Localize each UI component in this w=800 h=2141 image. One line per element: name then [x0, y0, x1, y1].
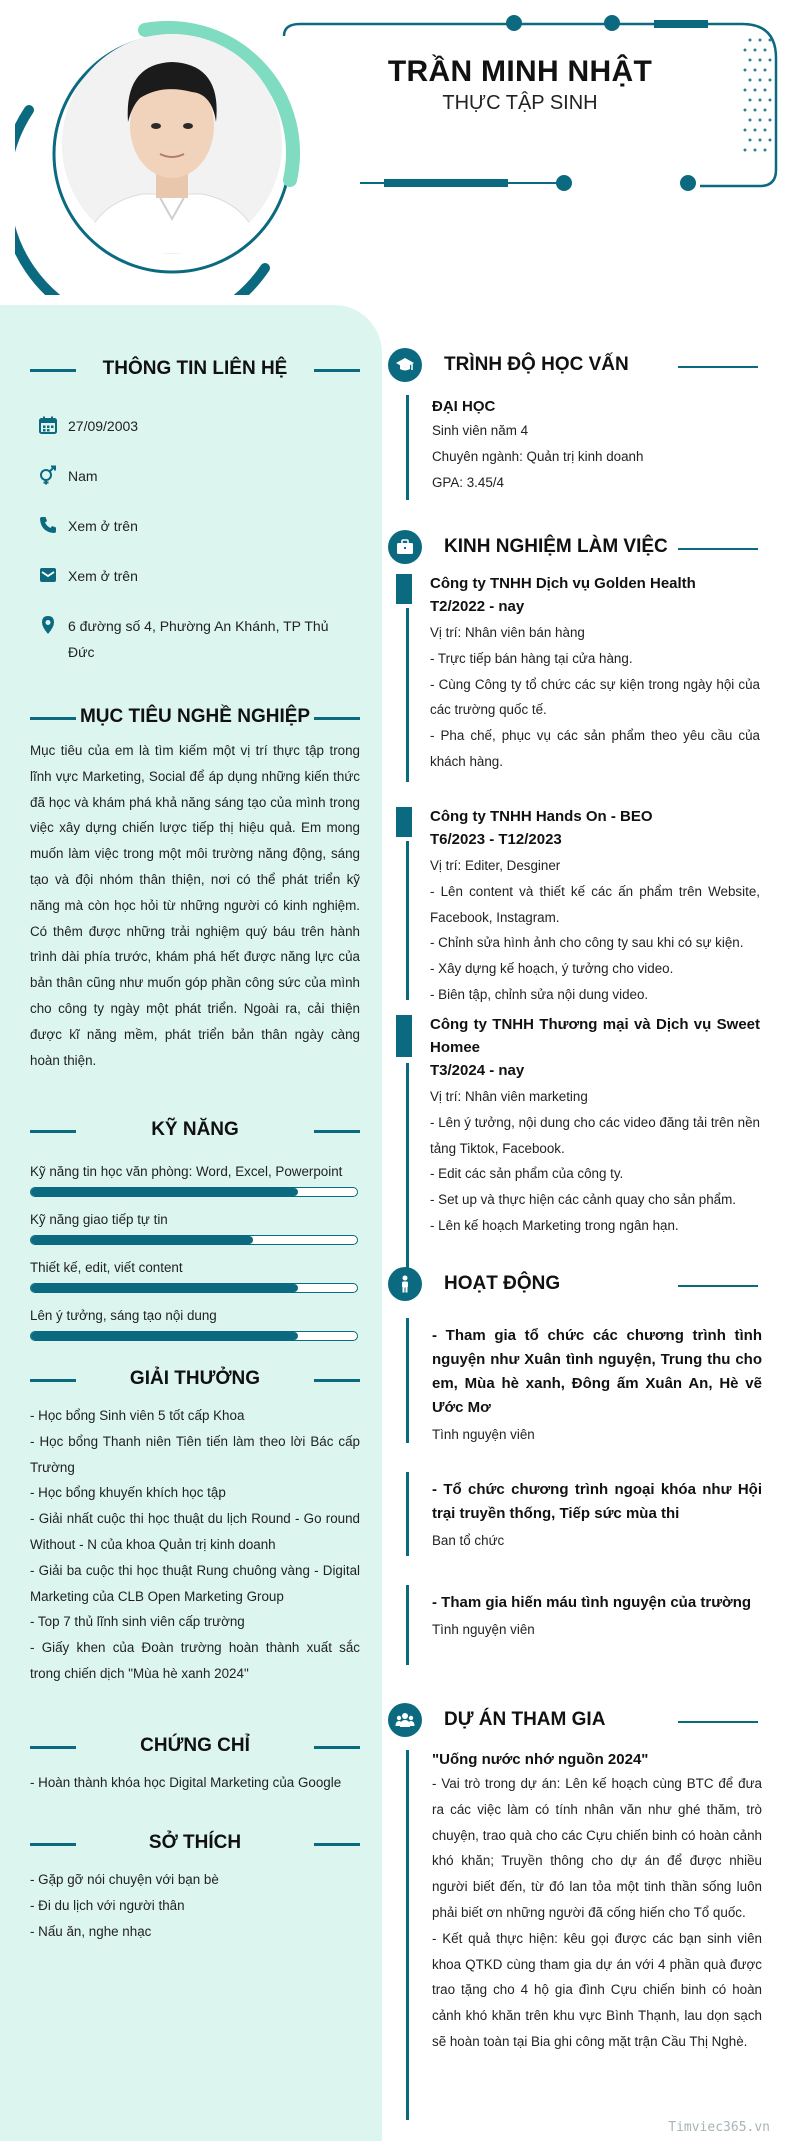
- activity-item: [432, 1478, 762, 1554]
- certificates-list: [30, 1770, 360, 1796]
- job-position: Vị trí: Nhân viên bán hàng: [430, 625, 585, 640]
- job-timeline: [406, 608, 409, 782]
- education-degree: ĐẠI HỌC: [432, 398, 496, 415]
- candidate-role: THỰC TẬP SINH: [442, 92, 598, 114]
- job-task: - Trực tiếp bán hàng tại cửa hàng.: [430, 650, 633, 666]
- awards-heading: [30, 1365, 360, 1395]
- skills-heading: [30, 1116, 360, 1146]
- job-task: - Biên tập, chỉnh sửa nội dung video.: [430, 986, 649, 1002]
- hobbies-list: [30, 1867, 360, 1944]
- graduation-cap-icon: [395, 355, 415, 375]
- experience-heading: [388, 530, 770, 566]
- activity-name: - Tham gia hiến máu tình nguyện của trường: [432, 1594, 752, 1611]
- job-company: Công ty TNHH Thương mại và Dịch vụ Sweet Homee: [430, 1016, 760, 1056]
- job-task: - Edit các sản phẩm của công ty.: [430, 1166, 624, 1182]
- job-period: T6/2023 - T12/2023: [430, 831, 562, 848]
- gender-icon: [38, 465, 58, 485]
- skill-bar: [30, 1235, 358, 1245]
- job-item: [430, 1013, 760, 1239]
- skill-bar: [30, 1331, 358, 1341]
- activity-timeline: [406, 1472, 409, 1556]
- job-position: Vị trí: Editer, Desginer: [430, 858, 561, 873]
- job-task: - Set up và thực hiện các cảnh quay cho sản phẩm.: [430, 1192, 736, 1208]
- education-timeline: [406, 395, 409, 500]
- job-task: - Lên ý tưởng, nội dung cho các video đăng tải trên nền tảng Tiktok, Facebook.: [430, 1114, 760, 1156]
- job-task: - Xây dựng kế hoạch, ý tưởng cho video.: [430, 961, 674, 977]
- award-item: - Học bổng Sinh viên 5 tốt cấp Khoa: [30, 1408, 245, 1423]
- activity-item: [432, 1591, 762, 1643]
- hobbies-title: SỞ THÍCH: [148, 1832, 242, 1853]
- certificates-heading: [30, 1732, 360, 1762]
- projects-heading: [388, 1703, 770, 1739]
- job-task: - Cùng Công ty tổ chức các sự kiện trong ngày hội của các trường quốc tế.: [430, 676, 760, 718]
- skill-item: [30, 1164, 360, 1179]
- hobbies-heading: [30, 1829, 360, 1859]
- projects-body: [432, 1748, 762, 2055]
- job-marker: [396, 1015, 412, 1057]
- job-task: - Lên kế hoạch Marketing trong ngân hạn.: [430, 1217, 679, 1233]
- award-item: - Học bổng khuyến khích học tập: [30, 1485, 226, 1501]
- objective-title: MỤC TIÊU NGHỀ NGHIỆP: [79, 706, 311, 727]
- job-company: Công ty TNHH Hands On - BEO: [430, 808, 653, 825]
- job-timeline: [406, 841, 409, 1000]
- skill-bar: [30, 1187, 358, 1197]
- hobby-item: - Đi du lịch với người thân: [30, 1897, 185, 1913]
- watermark: Timviec365.vn: [668, 2120, 770, 2135]
- experience-title: KINH NGHIỆM LÀM VIỆC: [444, 536, 668, 557]
- projects-timeline: [406, 1750, 409, 2120]
- hobby-item: - Nấu ăn, nghe nhạc: [30, 1923, 152, 1939]
- location-pin-icon: [38, 615, 58, 635]
- briefcase-icon: [395, 537, 415, 557]
- education-body: ĐẠI HỌC Sinh viên năm 4 Chuyên ngành: Quản trị kinh doanh GPA: 3.45/4: [432, 395, 762, 495]
- project-name: "Uống nước nhớ nguồn 2024": [432, 1751, 649, 1768]
- award-item: - Giải nhất cuộc thi học thuật du lịch Round - Go round Without - N của khoa Quản trị kinh doanh: [30, 1511, 360, 1552]
- skill-item: [30, 1308, 360, 1323]
- job-task: - Chỉnh sửa hình ảnh cho công ty sau khi có sự kiện.: [430, 935, 744, 951]
- activity-role: Ban tổ chức: [432, 1533, 505, 1548]
- profile-photo: [62, 34, 282, 254]
- award-item: - Giấy khen của Đoàn trường hoàn thành xuất sắc trong chiến dịch "Mùa hè xanh 2024": [30, 1640, 360, 1681]
- job-period: T3/2024 - nay: [430, 1062, 525, 1079]
- activity-timeline: [406, 1318, 409, 1443]
- job-task: - Lên content và thiết kế các ấn phẩm trên Website, Facebook, Instagram.: [430, 883, 760, 925]
- project-result: - Kết quả thực hiện: kêu gọi được các bạn sinh viên khoa QTKD cùng tham gia dự án với 4 phần quà được trao tặng cho 4 hộ gia đình Cựu chiến binh có hoàn cảnh khó khăn trên khu vực Bình Thạnh, lau dọn sạch sẽ hoàn toàn tại Bia ghi công mặt trận Cầu Thị Nghè.: [432, 1930, 762, 2049]
- job-item: [430, 805, 760, 1008]
- activities-title: HOẠT ĐỘNG: [444, 1273, 561, 1294]
- job-company: Công ty TNHH Dịch vụ Golden Health: [430, 575, 696, 592]
- education-title: TRÌNH ĐỘ HỌC VẤN: [444, 354, 629, 375]
- skill-bar-fill: [31, 1188, 298, 1196]
- skill-bar-fill: [31, 1284, 298, 1292]
- job-position: Vị trí: Nhân viên marketing: [430, 1089, 588, 1104]
- objective-heading: [30, 703, 360, 733]
- skill-label: Thiết kế, edit, viết content: [30, 1260, 183, 1275]
- contact-heading: [30, 355, 360, 385]
- activity-role: Tình nguyện viên: [432, 1622, 535, 1637]
- activity-item: [432, 1324, 762, 1448]
- job-period: T2/2022 - nay: [430, 598, 525, 615]
- skill-bar-fill: [31, 1236, 253, 1244]
- hobby-item: - Gặp gỡ nói chuyện với bạn bè: [30, 1872, 219, 1887]
- skills-title: KỸ NĂNG: [151, 1119, 239, 1140]
- skill-label: Lên ý tưởng, sáng tạo nội dung: [30, 1308, 217, 1323]
- calendar-icon: [38, 415, 58, 435]
- activity-name: - Tham gia tổ chức các chương trình tình nguyện như Xuân tình nguyện, Trung thu cho em, Mùa hè xanh, Đông ấm Xuân An, Hè vẽ Ước Mơ: [432, 1327, 762, 1416]
- job-timeline: [406, 1063, 409, 1272]
- awards-list: [30, 1403, 360, 1687]
- award-item: - Top 7 thủ lĩnh sinh viên cấp trường: [30, 1614, 245, 1630]
- skill-item: [30, 1260, 360, 1275]
- job-marker: [396, 807, 412, 837]
- projects-title: DỰ ÁN THAM GIA: [444, 1709, 606, 1730]
- phone-icon: [38, 515, 58, 535]
- project-role: - Vai trò trong dự án: Lên kế hoạch cùng BTC để đưa ra các việc làm có tính nhân văn như ghé thăm, trò chuyện, trao quà cho các Cựu chiến binh có hoàn cảnh khó khăn; Truyền thông cho dự án để được nhiều người biết đến, từ đó lan tỏa một tinh thần sống luôn phải biết ơn những người đã cống hiến cho Tổ quốc.: [432, 1776, 762, 1920]
- awards-title: GIẢI THƯỞNG: [129, 1368, 261, 1389]
- award-item: - Giải ba cuộc thi học thuật Rung chuông vàng - Digital Marketing của CLB Open Marketing Group: [30, 1562, 360, 1604]
- skill-label: Kỹ năng giao tiếp tự tin: [30, 1212, 168, 1227]
- candidate-name: TRẦN MINH NHẬT: [387, 55, 653, 88]
- job-item: [430, 572, 760, 775]
- activity-role: Tình nguyện viên: [432, 1427, 535, 1442]
- skill-bar-fill: [31, 1332, 298, 1340]
- activity-name: - Tổ chức chương trình ngoại khóa như Hội trại truyền thống, Tiếp sức mùa thi: [432, 1481, 762, 1522]
- job-task: - Pha chế, phục vụ các sản phẩm theo yêu cầu của khách hàng.: [430, 728, 760, 769]
- activities-heading: [388, 1267, 770, 1303]
- skill-bar: [30, 1283, 358, 1293]
- certificate-item: - Hoàn thành khóa học Digital Marketing của Google: [30, 1775, 342, 1790]
- certificates-title: CHỨNG CHỈ: [140, 1735, 250, 1756]
- header: [0, 0, 800, 300]
- email-icon: [38, 565, 58, 585]
- group-icon: [395, 1710, 415, 1730]
- contact-title: THÔNG TIN LIÊN HỆ: [102, 358, 288, 379]
- job-marker: [396, 574, 412, 604]
- skill-item: [30, 1212, 360, 1227]
- skill-label: Kỹ năng tin học văn phòng: Word, Excel, Powerpoint: [30, 1164, 343, 1179]
- person-icon: [395, 1274, 415, 1294]
- activity-timeline: [406, 1585, 409, 1665]
- objective-text: Mục tiêu của em là tìm kiếm một vị trí thực tập trong lĩnh vực Marketing, Social để áp dụng những kiến thức đã học và khám phá khả năng sáng tạo của mình trong việc xây dựng chiến lược tiếp thị hiệu quả. Em mong muốn làm việc trong một môi trường năng động, sáng tạo và đội nhóm thân thiện, nơi có thể phát triển kỹ năng mà còn học hỏi từ những người có kinh nghiệm. Có thêm được những trải nghiệm quý báu trên hành trình dài phía trước, khám phá hết được năng lực của bản thân cũng như muốn góp phần công sức của mình cho công ty ngày một phát triển. Ngoài ra, cải thiện được kĩ năng mềm, phát triển bản thân ngày càng hoàn thiện.: [30, 743, 360, 1068]
- award-item: - Học bổng Thanh niên Tiên tiến làm theo lời Bác cấp Trường: [30, 1433, 360, 1475]
- education-heading: [388, 348, 770, 384]
